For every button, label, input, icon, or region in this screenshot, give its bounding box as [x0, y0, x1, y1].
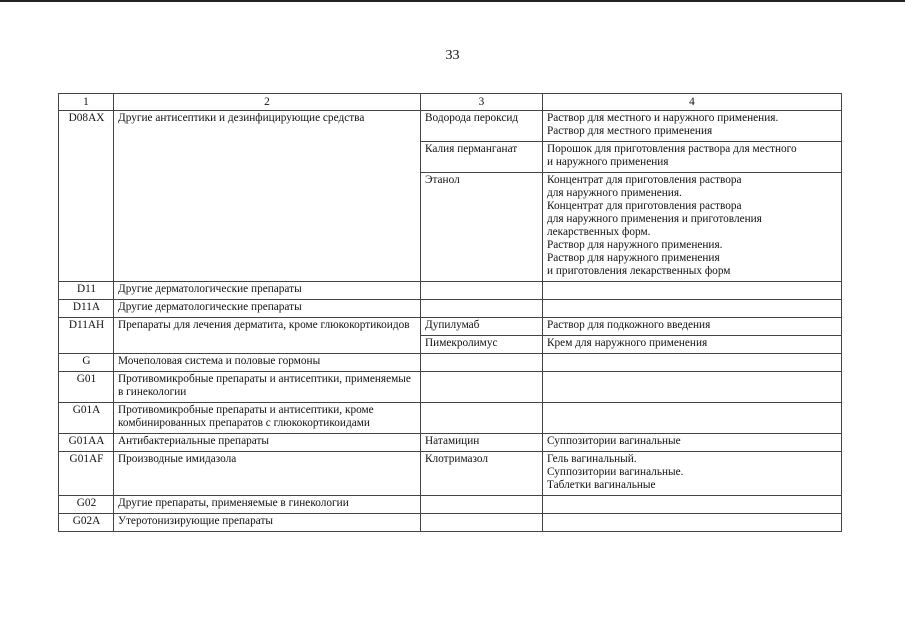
group-name-cell: Антибактериальные препараты	[114, 434, 421, 452]
dosage-form-line: Раствор для наружного применения	[547, 252, 720, 264]
dosage-form-line: для наружного применения.	[547, 187, 682, 199]
drug-table	[58, 93, 842, 532]
dosage-form-line: лекарственных форм.	[547, 226, 651, 238]
dosage-form-line: Концентрат для приготовления раствора	[547, 200, 742, 212]
dosage-form-cell	[543, 434, 842, 452]
drug-name-cell: Этанол	[421, 173, 543, 282]
column-header: 4	[543, 94, 842, 111]
table-row	[59, 282, 842, 300]
dosage-form-line: Гель вагинальный.	[547, 453, 637, 465]
group-name-cell: Другие антисептики и дезинфицирующие средства	[114, 111, 421, 282]
atc-code-cell: D11AH	[59, 318, 114, 354]
dosage-form-cell	[543, 300, 842, 318]
drug-name-cell	[421, 403, 543, 434]
table-row	[59, 496, 842, 514]
dosage-form-line: Крем для наружного применения	[547, 337, 708, 349]
table-row	[59, 354, 842, 372]
dosage-form-line: Таблетки вагинальные	[547, 479, 656, 491]
group-name-cell: Другие препараты, применяемые в гинекологии	[114, 496, 421, 514]
column-header: 1	[59, 94, 114, 111]
page-top-edge	[0, 0, 905, 2]
dosage-form-cell	[543, 514, 842, 532]
atc-code-cell: G01	[59, 372, 114, 403]
drug-name-cell	[421, 300, 543, 318]
dosage-form-line: Концентрат для приготовления раствора	[547, 174, 742, 186]
drug-name-cell	[421, 354, 543, 372]
drug-name-cell	[421, 514, 543, 532]
page-number: 33	[445, 48, 460, 63]
column-header: 2	[114, 94, 421, 111]
dosage-form-line: Суппозитории вагинальные.	[547, 466, 684, 478]
dosage-form-line: для наружного применения и приготовления	[547, 213, 762, 225]
table-row	[59, 318, 842, 336]
group-name-cell: Другие дерматологические препараты	[114, 282, 421, 300]
table-row	[59, 514, 842, 532]
group-name-cell: Противомикробные препараты и антисептики, применяемые в гинекологии	[114, 372, 421, 403]
dosage-form-cell	[543, 372, 842, 403]
drug-name-cell: Дупилумаб	[421, 318, 543, 336]
drug-name-cell: Клотримазол	[421, 452, 543, 496]
dosage-form-line: и приготовления лекарственных форм	[547, 265, 731, 277]
table-row	[59, 111, 842, 142]
dosage-form-line: Раствор для местного и наружного применения.	[547, 112, 779, 124]
drug-name-cell: Пимекролимус	[421, 336, 543, 354]
dosage-form-line: Раствор для наружного применения.	[547, 239, 723, 251]
dosage-form-line: Раствор для подкожного введения	[547, 319, 711, 331]
group-name-cell: Противомикробные препараты и антисептики, кроме комбинированных препаратов с глюкокортикоидами	[114, 403, 421, 434]
atc-code-cell: G01AA	[59, 434, 114, 452]
dosage-form-cell	[543, 452, 842, 496]
dosage-form-line: Суппозитории вагинальные	[547, 435, 681, 447]
group-name-cell: Производные имидазола	[114, 452, 421, 496]
dosage-form-cell	[543, 403, 842, 434]
dosage-form-cell	[543, 496, 842, 514]
atc-code-cell: D08AX	[59, 111, 114, 282]
column-header: 3	[421, 94, 543, 111]
group-name-cell: Препараты для лечения дерматита, кроме глюкокортикоидов	[114, 318, 421, 354]
dosage-form-line: и наружного применения	[547, 156, 669, 168]
atc-code-cell: D11A	[59, 300, 114, 318]
atc-code-cell: G01AF	[59, 452, 114, 496]
drug-name-cell	[421, 282, 543, 300]
atc-code-cell: D11	[59, 282, 114, 300]
atc-code-cell: G02	[59, 496, 114, 514]
group-name-cell: Мочеполовая система и половые гормоны	[114, 354, 421, 372]
dosage-form-cell	[543, 142, 842, 173]
atc-code-cell: G02A	[59, 514, 114, 532]
group-name-cell: Утеротонизирующие препараты	[114, 514, 421, 532]
table-header-row	[59, 94, 842, 111]
table-row	[59, 300, 842, 318]
table-row	[59, 452, 842, 496]
dosage-form-cell	[543, 354, 842, 372]
drug-name-cell	[421, 496, 543, 514]
table-row	[59, 434, 842, 452]
dosage-form-cell	[543, 173, 842, 282]
atc-code-cell: G	[59, 354, 114, 372]
dosage-form-line: Раствор для местного применения	[547, 125, 713, 137]
group-name-cell: Другие дерматологические препараты	[114, 300, 421, 318]
dosage-form-cell	[543, 282, 842, 300]
drug-name-cell: Водорода пероксид	[421, 111, 543, 142]
dosage-form-line: Порошок для приготовления раствора для местного	[547, 143, 797, 155]
table-row	[59, 403, 842, 434]
atc-code-cell: G01A	[59, 403, 114, 434]
dosage-form-cell	[543, 336, 842, 354]
drug-name-cell: Калия перманганат	[421, 142, 543, 173]
table-body	[59, 111, 842, 532]
dosage-form-cell	[543, 111, 842, 142]
drug-name-cell	[421, 372, 543, 403]
dosage-form-cell	[543, 318, 842, 336]
table-row	[59, 372, 842, 403]
drug-name-cell: Натамицин	[421, 434, 543, 452]
